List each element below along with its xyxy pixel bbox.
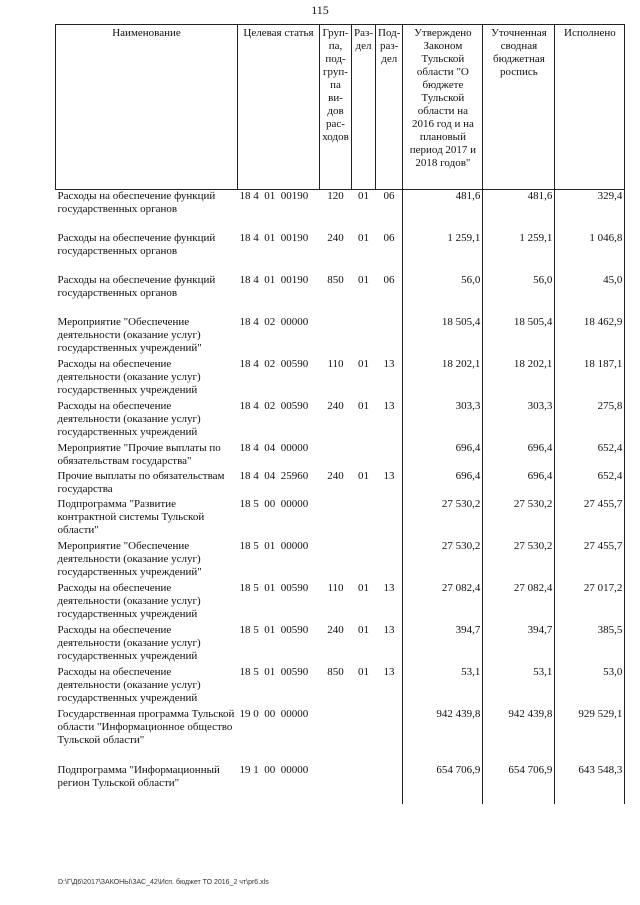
table-cell-executed: 18 462,9 — [555, 316, 625, 358]
table-body — [56, 190, 625, 804]
table-cell-approved: 18 202,1 — [403, 358, 483, 400]
table-row — [56, 442, 625, 470]
header-name: Наименование — [56, 25, 238, 190]
table-cell-executed: 53,0 — [555, 666, 625, 708]
table-cell-executed: 329,4 — [555, 190, 625, 232]
table-cell-revised: 18 202,1 — [483, 358, 555, 400]
table-cell-target: 18 5 00 00000 — [239, 497, 309, 510]
table-cell-name: Расходы на обеспечение функций государственных органов — [57, 273, 216, 299]
table-cell-group — [320, 708, 352, 764]
table-row — [56, 582, 625, 624]
table-cell-target: 18 4 01 00190 — [239, 231, 309, 244]
table-cell-name: Расходы на обеспечение функций государственных органов — [57, 190, 216, 215]
header-section: Раз-дел — [352, 25, 376, 190]
table-cell-approved: 942 439,8 — [403, 708, 483, 764]
table-row — [56, 316, 625, 358]
table-cell-executed: 652,4 — [555, 470, 625, 498]
table-cell-name: Расходы на обеспечение деятельности (оказание услуг) государственных учреждений — [57, 357, 201, 396]
table-cell-group — [320, 540, 352, 582]
table-cell-section: 01 — [358, 273, 369, 286]
table-cell-executed: 275,8 — [555, 400, 625, 442]
header-revised: Уточненная сводная бюджетная роспись — [483, 25, 555, 190]
table-cell-revised: 696,4 — [483, 442, 555, 470]
table-cell-section — [352, 316, 376, 358]
table-cell-approved: 481,6 — [403, 190, 483, 232]
table-cell-approved: 394,7 — [403, 624, 483, 666]
table-cell-name: Мероприятие "Прочие выплаты по обязательствам государства" — [57, 441, 221, 467]
table-cell-revised: 53,1 — [483, 666, 555, 708]
table-cell-section: 01 — [358, 581, 369, 594]
table-cell-revised: 481,6 — [483, 190, 555, 232]
table-row — [56, 498, 625, 540]
table-cell-name: Государственная программа Тульской области "Информационное общество Тульской области" — [57, 707, 235, 746]
table-cell-executed: 27 455,7 — [555, 540, 625, 582]
table-cell-section: 01 — [358, 190, 369, 202]
header-approved: Утверждено Законом Тульской области "О бюджете Тульской области на 2016 год и на плановый период 2017 и 2018 годов" — [403, 25, 483, 190]
table-cell-section — [352, 540, 376, 582]
table-cell-group: 850 — [327, 665, 344, 678]
table-cell-approved: 27 530,2 — [403, 540, 483, 582]
table-cell-executed: 27 455,7 — [555, 498, 625, 540]
table-cell-target: 18 5 01 00590 — [239, 665, 309, 678]
table-cell-section — [352, 708, 376, 764]
table-cell-revised: 654 706,9 — [483, 764, 555, 804]
table-cell-approved: 53,1 — [403, 666, 483, 708]
table-row — [56, 470, 625, 498]
table-cell-group — [320, 764, 352, 804]
table-cell-executed: 27 017,2 — [555, 582, 625, 624]
table-cell-revised: 18 505,4 — [483, 316, 555, 358]
table-cell-executed: 45,0 — [555, 274, 625, 316]
table-cell-name: Прочие выплаты по обязательствам государства — [57, 469, 225, 495]
table-cell-executed: 643 548,3 — [555, 764, 625, 804]
table-row — [56, 764, 625, 804]
table-cell-name: Расходы на обеспечение функций государственных органов — [57, 231, 216, 257]
table-cell-target: 18 5 01 00000 — [239, 539, 309, 552]
table-row — [56, 400, 625, 442]
table-cell-section — [352, 498, 376, 540]
table-cell-target: 18 4 01 00190 — [239, 273, 309, 286]
header-target: Целевая статья — [238, 25, 320, 190]
table-cell-subsection: 13 — [383, 357, 395, 370]
table-cell-approved: 696,4 — [403, 470, 483, 498]
table-cell-subsection: 13 — [383, 623, 395, 636]
table-cell-subsection: 13 — [383, 581, 395, 594]
table-cell-subsection — [376, 498, 403, 540]
table-cell-target: 19 0 00 00000 — [239, 707, 309, 720]
table-cell-name: Мероприятие "Обеспечение деятельности (оказание услуг) государственных учреждений" — [57, 539, 202, 578]
table-cell-subsection: 13 — [383, 665, 395, 678]
table-cell-subsection: 13 — [383, 469, 395, 482]
table-cell-group: 240 — [327, 231, 344, 244]
table-cell-target: 18 5 01 00590 — [239, 581, 309, 594]
table-cell-section — [352, 764, 376, 804]
header-row — [56, 25, 625, 190]
table-cell-group: 240 — [327, 399, 344, 412]
table-row — [56, 666, 625, 708]
table-cell-name: Расходы на обеспечение деятельности (оказание услуг) государственных учреждений — [57, 623, 201, 662]
table-cell-revised: 27 530,2 — [483, 498, 555, 540]
table-cell-target: 18 5 01 00590 — [239, 623, 309, 636]
table-row — [56, 708, 625, 764]
table-cell-group — [320, 442, 352, 470]
table-cell-section: 01 — [358, 357, 369, 370]
table-cell-revised: 27 530,2 — [483, 540, 555, 582]
table-row — [56, 540, 625, 582]
table-row — [56, 274, 625, 316]
table-cell-executed: 385,5 — [555, 624, 625, 666]
page-number: 115 — [311, 3, 329, 17]
table-row — [56, 190, 625, 232]
table-cell-revised: 303,3 — [483, 400, 555, 442]
table-cell-target: 19 1 00 00000 — [239, 763, 309, 776]
table-cell-subsection: 06 — [383, 190, 395, 202]
table-cell-section: 01 — [358, 231, 369, 244]
table-cell-name: Расходы на обеспечение деятельности (оказание услуг) государственных учреждений — [57, 665, 201, 704]
table-cell-executed: 929 529,1 — [555, 708, 625, 764]
table-cell-section: 01 — [358, 665, 369, 678]
table-cell-subsection: 06 — [383, 273, 395, 286]
table-cell-subsection — [376, 442, 403, 470]
table-cell-section: 01 — [358, 469, 369, 482]
table-cell-approved: 18 505,4 — [403, 316, 483, 358]
table-cell-group: 120 — [327, 190, 344, 202]
header-subsection: Под-раз-дел — [376, 25, 403, 190]
table-cell-approved: 303,3 — [403, 400, 483, 442]
table-cell-revised: 696,4 — [483, 470, 555, 498]
table-cell-target: 18 4 04 25960 — [239, 469, 309, 482]
header-executed: Исполнено — [555, 25, 625, 190]
table-cell-target: 18 4 01 00190 — [239, 190, 309, 202]
table-cell-subsection: 06 — [383, 231, 395, 244]
table-cell-target: 18 4 02 00590 — [239, 357, 309, 370]
table-cell-executed: 652,4 — [555, 442, 625, 470]
table-cell-section: 01 — [358, 623, 369, 636]
table-row — [56, 358, 625, 400]
table-cell-name: Подпрограмма "Развитие контрактной системы Тульской области" — [57, 497, 205, 536]
table-cell-approved: 1 259,1 — [403, 232, 483, 274]
table-cell-approved: 27 530,2 — [403, 498, 483, 540]
table-cell-group: 850 — [327, 273, 344, 286]
table-cell-subsection — [376, 708, 403, 764]
table-cell-group: 240 — [327, 469, 344, 482]
table-cell-name: Расходы на обеспечение деятельности (оказание услуг) государственных учреждений — [57, 581, 201, 620]
table-cell-target: 18 4 04 00000 — [239, 441, 309, 454]
table-cell-section — [352, 442, 376, 470]
table-cell-name: Расходы на обеспечение деятельности (оказание услуг) государственных учреждений — [57, 399, 201, 438]
table-cell-group: 110 — [327, 357, 344, 370]
table-cell-section: 01 — [358, 399, 369, 412]
table-cell-subsection — [376, 540, 403, 582]
table-cell-group: 240 — [327, 623, 344, 636]
table-cell-subsection — [376, 316, 403, 358]
table-cell-group: 110 — [327, 581, 344, 594]
table-cell-subsection: 13 — [383, 399, 395, 412]
table-cell-group — [320, 498, 352, 540]
table-cell-name: Мероприятие "Обеспечение деятельности (оказание услуг) государственных учреждений" — [57, 315, 202, 354]
table-cell-revised: 27 082,4 — [483, 582, 555, 624]
table-cell-approved: 27 082,4 — [403, 582, 483, 624]
table-cell-revised: 394,7 — [483, 624, 555, 666]
table-cell-target: 18 4 02 00590 — [239, 399, 309, 412]
table-cell-revised: 56,0 — [483, 274, 555, 316]
table-cell-group — [320, 316, 352, 358]
table-cell-approved: 696,4 — [403, 442, 483, 470]
table-cell-approved: 654 706,9 — [403, 764, 483, 804]
table-cell-subsection — [376, 764, 403, 804]
file-path-footer: D:\Г\Д6\2017\ЗАКОНЫ\ЗАС_42\Исп. бюджет ТО 2016_2 чт\pr6.xls — [58, 879, 269, 886]
table-cell-approved: 56,0 — [403, 274, 483, 316]
budget-table — [55, 24, 625, 804]
table-cell-name: Подпрограмма "Информационный регион Тульской области" — [57, 763, 220, 789]
header-group: Груп-па, под-груп-па ви-дов рас-ходов — [320, 25, 352, 190]
table-row — [56, 624, 625, 666]
table-cell-executed: 18 187,1 — [555, 358, 625, 400]
table-cell-revised: 1 259,1 — [483, 232, 555, 274]
table-cell-target: 18 4 02 00000 — [239, 315, 309, 328]
table-cell-executed: 1 046,8 — [555, 232, 625, 274]
table-row — [56, 232, 625, 274]
table-cell-revised: 942 439,8 — [483, 708, 555, 764]
